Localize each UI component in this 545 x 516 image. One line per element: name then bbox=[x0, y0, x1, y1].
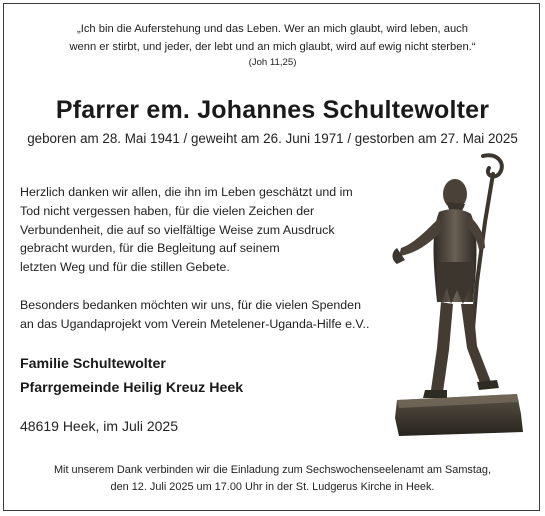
signatory-parish: Pfarrgemeinde Heilig Kreuz Heek bbox=[20, 380, 244, 396]
donation-paragraph bbox=[20, 296, 400, 334]
thanks-text bbox=[20, 183, 400, 352]
text-line: den 12. Juli 2025 um 17.00 Uhr in der St. Ludgerus Kirche in Heek. bbox=[110, 481, 435, 493]
thanks-paragraph bbox=[20, 183, 400, 277]
bible-quote bbox=[10, 20, 535, 70]
deceased-name: Pfarrer em. Johannes Schultewolter bbox=[55, 96, 490, 124]
text-line: an das Ugandaprojekt vom Verein Metelener-Uganda-Hilfe e.V.. bbox=[20, 316, 370, 331]
text-line: gebracht wurden, für die Begleitung auf seinem bbox=[20, 241, 280, 256]
quote-reference: (Joh 11,25) bbox=[248, 57, 297, 68]
text-line: Verbundenheit, die auf so vielfältige Weise zum Ausdruck bbox=[20, 222, 335, 237]
life-dates: geboren am 28. Mai 1941 / geweiht am 26. Juni 1971 / gestorben am 27. Mai 2025 bbox=[27, 131, 518, 146]
text-line: Besonders bedanken möchten wir uns, für die vielen Spenden bbox=[20, 297, 361, 312]
bronze-sculpture-image bbox=[385, 152, 530, 442]
text-line: Mit unserem Dank verbinden wir die Einladung zum Sechswochenseelenamt am Samstag, bbox=[53, 464, 492, 476]
text-line: letzten Weg und für die stillen Gebete. bbox=[20, 260, 230, 275]
signatories bbox=[20, 352, 243, 400]
mass-invitation bbox=[0, 462, 545, 496]
text-line: Herzlich danken wir allen, die ihn im Leben geschätzt und im bbox=[20, 185, 353, 199]
signatory-family: Familie Schultewolter bbox=[20, 356, 166, 372]
text-line: Tod nicht vergessen haben, für die vielen Zeichen der bbox=[20, 203, 315, 218]
place-date: 48619 Heek, im Juli 2025 bbox=[20, 418, 178, 434]
quote-line: wenn er stirbt, und jeder, der lebt und an mich glaubt, wird auf ewig nicht sterben.“ bbox=[69, 41, 476, 53]
quote-line: „Ich bin die Auferstehung und das Leben. Wer an mich glaubt, wird leben, auch bbox=[77, 23, 468, 35]
